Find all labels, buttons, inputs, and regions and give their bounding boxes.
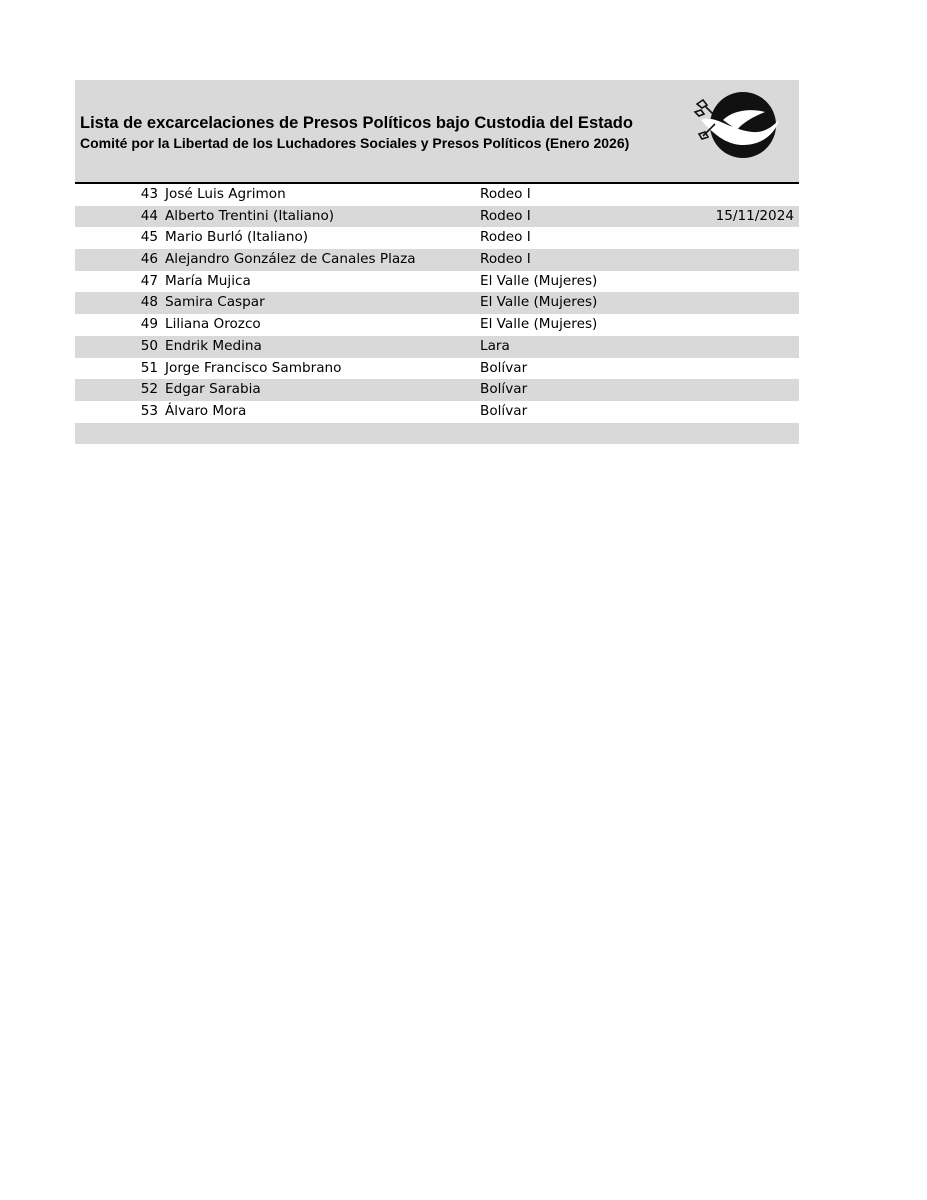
table-row	[75, 336, 799, 358]
row-number: 48	[140, 294, 158, 311]
row-number: 52	[140, 381, 158, 398]
page-title: Lista de excarcelaciones de Presos Políticos bajo Custodia del Estado	[80, 114, 633, 132]
row-place: Bolívar	[480, 402, 528, 419]
row-place: Rodeo I	[480, 251, 531, 268]
row-name: Endrik Medina	[165, 337, 262, 354]
table-row	[75, 314, 799, 336]
table-row	[75, 184, 799, 206]
sheet-header	[75, 80, 799, 184]
row-place: Rodeo I	[480, 186, 531, 202]
row-place: Rodeo I	[480, 207, 531, 224]
row-date: 15/11/2024	[715, 207, 794, 224]
row-number: 49	[140, 316, 158, 333]
page-subtitle: Comité por la Libertad de los Luchadores Sociales y Presos Políticos (Enero 2026)	[80, 135, 630, 151]
row-name: María Mujica	[165, 272, 251, 289]
row-name: Mario Burló (Italiano)	[165, 229, 309, 246]
table-row	[75, 206, 799, 228]
table-row	[75, 292, 799, 314]
row-name: Samira Caspar	[165, 294, 265, 311]
release-table	[75, 184, 799, 444]
row-number: 47	[140, 272, 158, 289]
row-number: 50	[140, 337, 158, 354]
row-place: El Valle (Mujeres)	[480, 294, 598, 311]
row-name: José Luis Agrimon	[165, 186, 286, 202]
table-row	[75, 271, 799, 293]
row-place: Rodeo I	[480, 229, 531, 246]
row-place: El Valle (Mujeres)	[480, 272, 598, 289]
table-row-empty	[75, 423, 799, 445]
row-number: 53	[140, 402, 158, 419]
row-number: 51	[140, 359, 158, 376]
row-number: 43	[140, 186, 158, 202]
dove-logo-icon	[693, 90, 785, 160]
table-row	[75, 401, 799, 423]
row-name: Liliana Orozco	[165, 316, 261, 333]
row-place: El Valle (Mujeres)	[480, 316, 598, 333]
release-list-sheet	[75, 80, 799, 444]
row-place: Bolívar	[480, 381, 528, 398]
table-row	[75, 227, 799, 249]
table-row	[75, 358, 799, 380]
row-name: Alejandro González de Canales Plaza	[165, 251, 416, 268]
row-place: Lara	[480, 337, 510, 354]
row-name: Edgar Sarabia	[165, 381, 261, 398]
row-name: Alberto Trentini (Italiano)	[165, 207, 335, 224]
row-name: Jorge Francisco Sambrano	[165, 359, 342, 376]
row-place: Bolívar	[480, 359, 528, 376]
row-number: 46	[140, 251, 158, 268]
row-number: 45	[140, 229, 158, 246]
table-row	[75, 379, 799, 401]
row-name: Álvaro Mora	[165, 402, 247, 419]
row-number: 44	[140, 207, 158, 224]
table-row	[75, 249, 799, 271]
